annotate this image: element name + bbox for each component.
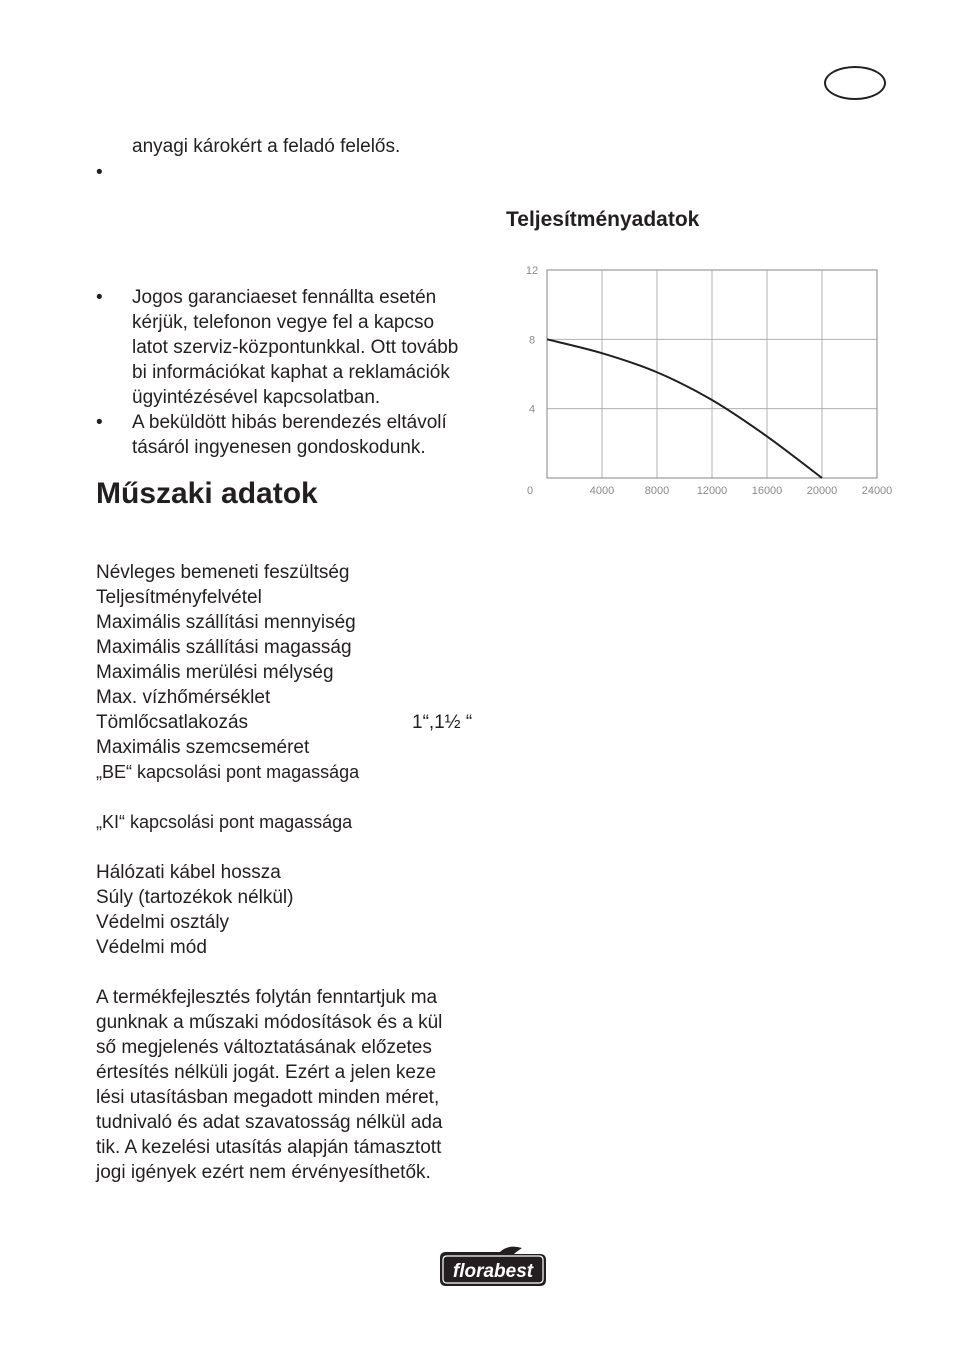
bullet-line: tásáról ingyenesen gondoskodunk. <box>132 437 426 458</box>
chart-y-tick-label: 12 <box>525 265 539 277</box>
spec-label: Névleges bemeneti feszültség <box>96 562 350 583</box>
disclaimer-line: lési utasításban megadott minden méret, <box>96 1087 440 1108</box>
chart-heading: Teljesítményadatok <box>506 208 700 231</box>
bullet-line: A beküldött hibás berendezés eltávolí <box>132 412 447 433</box>
spec-label: Védelmi osztály <box>96 912 230 933</box>
spec-label: Maximális merülési mélység <box>96 662 334 683</box>
logo-text: florabest <box>452 1261 534 1282</box>
bullet-text-2 <box>132 410 447 460</box>
spec-label: Tömlőcsatlakozás <box>96 712 249 733</box>
florabest-logo <box>436 1246 550 1290</box>
chart-x-tick-label: 24000 <box>861 485 893 497</box>
disclaimer-line: jogi igények ezért nem érvényesíthetők. <box>96 1162 431 1183</box>
spec-value: 1“,1½ “ <box>412 712 473 733</box>
empty-bullet: • <box>96 162 103 183</box>
disclaimer-line: tudnivaló és adat szavatosság nélkül ada <box>96 1112 443 1133</box>
spec-label: Max. vízhőmérséklet <box>96 687 271 708</box>
top-text: anyagi károkért a feladó felelős. <box>132 136 401 157</box>
spec-label: „KI“ kapcsolási pont magassága <box>96 812 353 832</box>
bullet-line: kérjük, telefonon vegye fel a kapcso <box>132 312 435 333</box>
disclaimer-line: tik. A kezelési utasítás alapján támasztott <box>96 1137 442 1158</box>
chart-x-tick-label: 16000 <box>751 485 783 497</box>
bullet-text-1 <box>132 285 458 410</box>
section-title: Műszaki adatok <box>96 477 318 510</box>
bullet-line: Jogos garanciaeset fennállta esetén <box>132 287 437 308</box>
spec-label: „BE“ kapcsolási pont magassága <box>96 762 360 782</box>
chart-y-tick-label: 8 <box>528 334 536 347</box>
disclaimer-line: A termékfejlesztés folytán fenntartjuk ma <box>96 987 438 1008</box>
bullet-line: latot szerviz-központunkkal. Ott tovább <box>132 337 459 358</box>
chart-x-tick-label: 12000 <box>696 485 728 497</box>
chart-x-ticks <box>527 485 892 497</box>
chart-y-tick-label: 4 <box>528 403 536 416</box>
bullet-mark: • <box>96 287 103 308</box>
spec-label: Maximális szállítási mennyiség <box>96 612 356 633</box>
bullet-mark: • <box>96 412 103 433</box>
bullet-line: ügyintézésével kapcsolatban. <box>132 387 381 408</box>
disclaimer-line: gunknak a műszaki módosítások és a kül <box>96 1012 443 1033</box>
disclaimer-line: értesítés nélküli jogát. Ezért a jelen keze <box>96 1062 437 1083</box>
chart-y-ticks <box>526 265 538 416</box>
chart-x-tick-label: 0 <box>526 485 534 497</box>
spec-label: Maximális szállítási magasság <box>96 637 352 658</box>
bullet-line: bi információkat kaphat a reklamációk <box>132 362 450 383</box>
spec-label: Súly (tartozékok nélkül) <box>96 887 294 908</box>
performance-chart <box>518 258 898 503</box>
chart-x-tick-label: 20000 <box>806 485 838 497</box>
disclaimer-line: ső megjelenés változtatásának előzetes <box>96 1037 432 1058</box>
chart-x-tick-label: 8000 <box>644 485 670 497</box>
disclaimer-paragraph <box>96 985 442 1185</box>
spec-label: Teljesítményfelvétel <box>96 587 262 608</box>
chart-x-tick-label: 4000 <box>589 485 615 497</box>
chart-grid <box>547 270 877 478</box>
language-badge-oval <box>824 66 886 100</box>
spec-label: Maximális szemcseméret <box>96 737 310 758</box>
spec-label: Hálózati kábel hossza <box>96 862 281 883</box>
spec-label: Védelmi mód <box>96 937 207 958</box>
